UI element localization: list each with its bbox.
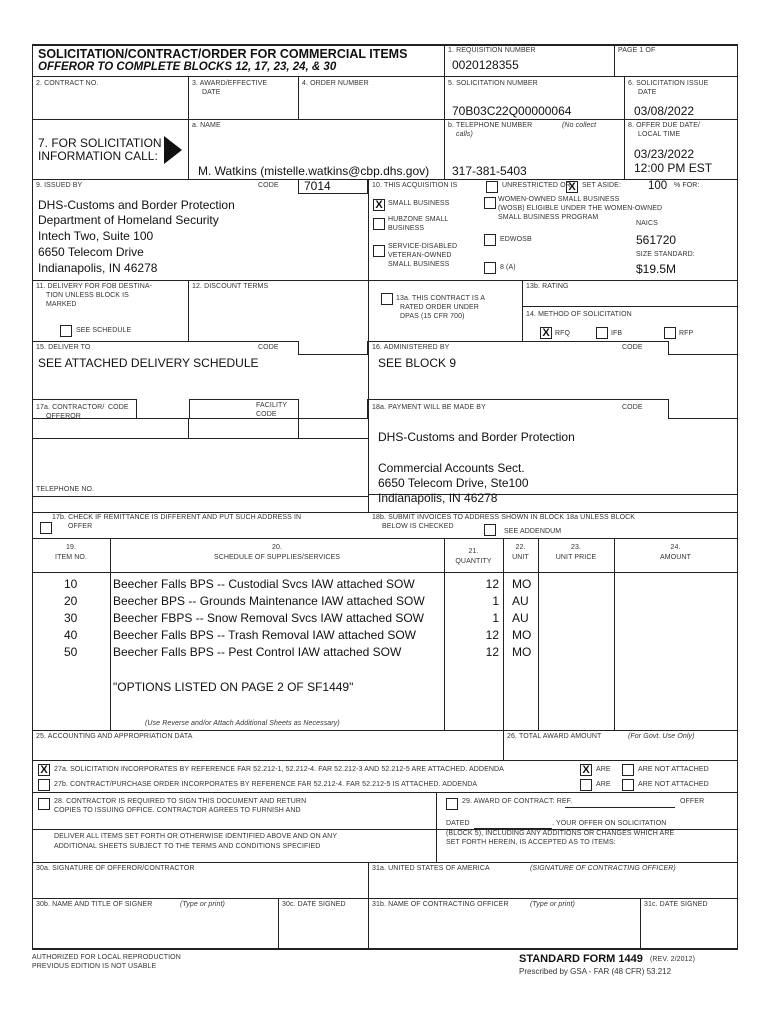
contractor-code-box[interactable] xyxy=(136,399,190,419)
issued-by-label: 9. ISSUED BY xyxy=(36,182,83,189)
rated-order-label: 13a. THIS CONTRACT IS A xyxy=(396,295,486,302)
naics-code[interactable]: 561720 xyxy=(636,233,677,247)
wosb-checkbox[interactable] xyxy=(484,197,496,209)
issue-date[interactable]: 03/08/2022 xyxy=(634,104,695,118)
payment-line: DHS-Customs and Border Protection xyxy=(378,430,575,444)
addenda-are-checkbox[interactable]: X xyxy=(580,764,592,776)
rfq-checkbox[interactable]: X xyxy=(540,327,552,339)
col-schedule: SCHEDULE OF SUPPLIES/SERVICES xyxy=(213,554,341,561)
reverse-note: (Use Reverse and/or Attach Additional Sheets as Necessary) xyxy=(145,720,340,727)
footer-prescribed: Prescribed by GSA - FAR (48 CFR) 53.212 xyxy=(519,967,672,976)
clause-27a-checkbox[interactable]: X xyxy=(38,764,50,776)
eight-a-checkbox[interactable] xyxy=(484,262,496,274)
administered-by-value: SEE BLOCK 9 xyxy=(378,356,457,370)
page-label: PAGE 1 OF xyxy=(618,47,656,54)
facility-code-label: CODE xyxy=(256,411,277,418)
issued-by-line: 6650 Telecom Drive xyxy=(38,245,144,259)
solicitation-number[interactable]: 70B03C22Q00000064 xyxy=(452,104,572,118)
co-name-label: 31b. NAME OF CONTRACTING OFFICER xyxy=(372,901,509,908)
remittance-checkbox[interactable] xyxy=(40,522,52,534)
size-standard-label: SIZE STANDARD: xyxy=(636,251,695,258)
deliver-to-value: SEE ATTACHED DELIVERY SCHEDULE xyxy=(38,356,259,370)
form-title: SOLICITATION/CONTRACT/ORDER FOR COMMERCIAL ITEMS xyxy=(38,47,408,61)
unrestricted-checkbox[interactable] xyxy=(486,181,498,193)
set-aside-percent[interactable]: 100 xyxy=(648,180,668,192)
footer-revision: (REV. 2/2012) xyxy=(650,956,696,963)
rfp-checkbox[interactable] xyxy=(664,327,676,339)
telephone-label: TELEPHONE NO. xyxy=(36,486,95,493)
clause-27a-text: 27a. SOLICITATION INCORPORATES BY REFERENCE FAR 52.212-1, 52.212-4. FAR 52.212-3 AND 52.212-5 ARE ATTACHED. ADDENDA xyxy=(54,766,504,773)
col-unit-price: UNIT PRICE xyxy=(555,554,597,561)
payment-label: 18a. PAYMENT WILL BE MADE BY xyxy=(372,404,486,411)
see-addendum-checkbox[interactable] xyxy=(484,524,496,536)
issued-by-code: 7014 xyxy=(304,179,331,193)
issued-by-line: Intech Two, Suite 100 xyxy=(38,229,154,243)
sdvosb-checkbox[interactable] xyxy=(373,245,385,257)
payment-code-box[interactable] xyxy=(668,399,738,419)
issue-date-label: 6. SOLICITATION ISSUE xyxy=(628,80,709,87)
clause-27b-checkbox[interactable] xyxy=(38,779,50,791)
arrow-right-icon xyxy=(164,136,182,164)
naics-label: NAICS xyxy=(636,220,658,227)
col-quantity: QUANTITY xyxy=(455,558,492,565)
options-note: "OPTIONS LISTED ON PAGE 2 OF SF1449" xyxy=(113,680,354,694)
requisition-label: 1. REQUISITION NUMBER xyxy=(448,47,536,54)
contractor-label: 17a. CONTRACTOR/ xyxy=(36,404,105,411)
issued-by-line: Indianapolis, IN 46278 xyxy=(38,261,158,275)
size-standard[interactable]: $19.5M xyxy=(636,262,677,276)
award-contract-checkbox[interactable] xyxy=(446,798,458,810)
addenda-are-not-checkbox[interactable] xyxy=(622,764,634,776)
set-aside-checkbox[interactable]: X xyxy=(566,181,578,193)
accounting-label: 25. ACCOUNTING AND APPROPRIATION DATA xyxy=(36,733,193,740)
deliver-to-code-box[interactable] xyxy=(298,341,368,355)
footer-authorized: AUTHORIZED FOR LOCAL REPRODUCTION xyxy=(32,954,181,961)
info-call-label: 7. FOR SOLICITATION xyxy=(38,136,162,150)
facility-code-box[interactable] xyxy=(298,399,368,419)
issued-by-line: Department of Homeland Security xyxy=(38,213,219,227)
award-date-label: 3. AWARD/EFFECTIVE xyxy=(192,80,268,87)
contract-no-label: 2. CONTRACT NO. xyxy=(36,80,99,87)
payment-line: Indianapolis, IN 46278 xyxy=(378,491,498,505)
hubzone-checkbox[interactable] xyxy=(373,218,385,230)
co-date-signed-label: 31c. DATE SIGNED xyxy=(644,901,708,908)
offeror-signature-label: 30a. SIGNATURE OF OFFEROR/CONTRACTOR xyxy=(36,865,195,872)
see-schedule-checkbox[interactable] xyxy=(60,325,72,337)
contractor-sign-checkbox[interactable] xyxy=(38,798,50,810)
submit-invoices-label: 18b. SUBMIT INVOICES TO ADDRESS SHOWN IN BLOCK 18a UNLESS BLOCK xyxy=(372,514,636,521)
method-label: 14. METHOD OF SOLICITATION xyxy=(526,311,632,318)
frame-bottom xyxy=(32,948,738,950)
edwosb-checkbox[interactable] xyxy=(484,234,496,246)
discount-terms-label: 12. DISCOUNT TERMS xyxy=(192,283,269,290)
col-unit: UNIT xyxy=(512,554,529,561)
offer-due-time[interactable]: 12:00 PM EST xyxy=(634,161,713,175)
delivery-label: 11. DELIVERY FOR FOB DESTINA- xyxy=(36,283,153,290)
signer-name-label: 30b. NAME AND TITLE OF SIGNER xyxy=(36,901,153,908)
issued-by-line: DHS-Customs and Border Protection xyxy=(38,198,235,212)
usa-signature-label: 31a. UNITED STATES OF AMERICA xyxy=(372,865,490,872)
contact-name[interactable]: M. Watkins (mistelle.watkins@cbp.dhs.gov) xyxy=(198,164,430,178)
payment-line: Commercial Accounts Sect. xyxy=(378,461,525,475)
offer-due-label: 8. OFFER DUE DATE/ xyxy=(628,122,701,129)
order-addenda-are-not-checkbox[interactable] xyxy=(622,779,634,791)
award-contract-text: 29. AWARD OF CONTRACT: REF. xyxy=(462,798,573,805)
footer-previous-edition: PREVIOUS EDITION IS NOT USABLE xyxy=(32,963,157,970)
offeror-date-signed-label: 30c. DATE SIGNED xyxy=(282,901,346,908)
small-business-checkbox[interactable]: X xyxy=(373,199,385,211)
clause-27b-text: 27b. CONTRACT/PURCHASE ORDER INCORPORATES BY REFERENCE FAR 52.212-4. FAR 52.212-5 IS ATTACHED. ADDENDA xyxy=(54,781,478,788)
rating-label: 13b. RATING xyxy=(526,283,569,290)
order-addenda-are-checkbox[interactable] xyxy=(580,779,592,791)
phone-number[interactable]: 317-381-5403 xyxy=(452,164,527,178)
administered-code-box[interactable] xyxy=(668,341,738,355)
order-number-label: 4. ORDER NUMBER xyxy=(302,80,369,87)
offer-due-date[interactable]: 03/23/2022 xyxy=(634,147,695,161)
administered-by-label: 16. ADMINISTERED BY xyxy=(372,344,450,351)
rated-order-checkbox[interactable] xyxy=(381,293,393,305)
acquisition-label: 10. THIS ACQUISITION IS xyxy=(372,182,458,189)
col-amount: AMOUNT xyxy=(660,554,691,561)
sf1449-form: SOLICITATION/CONTRACT/ORDER FOR COMMERCIAL ITEMS OFFEROR TO COMPLETE BLOCKS 12, 17, 23, 24, & 30 1. REQUISITION NUMBER 0020128355 PAGE 1 OF 2. CONTRACT NO. 3. AWARD/EFFECTIVE DATE 4. ORDER NUMBER 5. SOLICITATION NUMBER 70B03C22Q00000064 6. SOLICITATION ISSUE DATE 03/08/2022 7. FOR SOLICITATION INFORMATION CALL: a. NAME M. Watkins (mistelle.watkins@cbp.dhs.gov) b. TELEPHONE NUMBER (No collect calls) 317-381-5403 8. OFFER DUE DATE/ LOCAL TIME 03/23/2022 12:00 PM EST 9. ISSUED BY CODE 7014 DHS-Customs and Border Protection Department of Homeland Security Intech Two, Suite 100 6650 Telecom Drive Indianapolis, IN 46278 10. THIS ACQUISITION IS UNRESTRICTED OR X SET ASIDE: 100 % FOR: X SMALL BUSINESS HUBZONE SMALL BUSINESS SERVICE-DISABLED VETERAN-OWNED SMALL BUSINESS WOMEN-OWNED SMALL BUSINESS (WOSB) ELIGIBLE UNDER THE WOMEN-OWNED SMALL BUSINESS PROGRAM EDWOSB 8 (A) NAICS 561720 SIZE STANDARD: $19.5M 11. DELIVERY FOR FOB DESTINA- TION UNLESS BLOCK IS MARKED SEE SCHEDULE 12. DISCOUNT TERMS 13a. THIS CONTRACT IS A RATED ORDER UNDER DPAS (15 CFR 700) 13b. RATING 14. METHOD OF SOLICITATION X RFQ IFB RFP 15. DELIVER TO CODE SEE ATTACHED DELIVERY SCHEDULE 16. ADMINISTERED BY CODE SEE BLOCK 9 17a. CONTRACTOR/ OFFEROR CODE FACILITY CODE TELEPHONE NO. 18a. PAYMENT WILL BE MADE BY CODE DHS-Customs and Border Protection Commercial Accounts Sect. 6650 Telecom Drive, Ste100 Indianapolis, IN 46278 17b. CHECK IF REMITTANCE IS DIFFERENT AND PUT SUCH ADDRESS IN OFFER 18b. SUBMIT INVOICES TO ADDRESS SHOWN IN BLOCK 18a UNLESS BLOCK BELOW IS CHECKED SEE ADDENDUM 19. ITEM NO. 20. SCHEDULE OF SUPPLIES/SERVICES 21. QUANTITY 22. UNIT 23. UNIT PRICE 24. AMOUNT 10 Beecher Falls BPS -- Custodial Svcs IAW attached SOW 12 MO 20 Beecher BPS -- Grounds Maintenance IAW attached SOW 1 AU 30 Beecher FBPS -- Snow Removal Svcs IAW attached SOW 1 AU 40 Beecher Falls BPS -- Trash Removal IAW attached SOW 12 MO 50 Beecher Falls BPS -- Pest Control IAW attached SOW 12 MO "OPTIONS LISTED ON PAGE 2 OF SF1449" (Use Reverse and/or Attach Additional Sheets as Necessary) 25. ACCOUNTING AND APPROPRIATION DATA 26. TOTAL AWARD AMOUNT (For Govt. Use Only) X 27a. SOLICITATION INCORPORATES BY REFERENCE FAR 52.212-1, 52.212-4. FAR 52.212-3 AND 52.212-5 ARE ATTACHED. ADDENDA X ARE ARE NOT ATTACHED 27b. CONTRACT/PURCHASE ORDER INCORPORATES BY REFERENCE FAR 52.212-4. FAR 52.212-5 IS ATTACHED. ADDENDA ARE ARE NOT ATTACHED 28. CONTRACTOR IS REQUIRED TO SIGN THIS DOCUMENT AND RETURN COPIES TO ISSUING OFFICE. CONTRACTOR AGREES TO FURNISH AND DELIVER ALL ITEMS SET FORTH OR OTHERWISE IDENTIFIED ABOVE AND ON ANY ADDITIONAL SHEETS SUBJECT TO THE TERMS AND CONDITIONS SPECIFIED 29. AWARD OF CONTRACT: REF. OFFER DATED . YOUR OFFER ON SOLICITATION (BLOCK 5), INCLUDING ANY ADDITIONS OR CHANGES WHICH ARE SET FORTH HEREIN, IS ACCEPTED AS TO ITEMS: 30a. SIGNATURE OF OFFEROR/CONTRACTOR 31a. UNITED STATES OF AMERICA (SIGNATURE OF CONTRACTING OFFICER) 30b. NAME AND TITLE OF SIGNER (Type or print) 30c. DATE SIGNED 31b. NAME OF CONTRACTING OFFICER (Type or print) 31c. DATE SIGNED AUTHORIZED FOR LOCAL REPRODUCTION PREVIOUS EDITION IS NOT USABLE STANDARD FORM 1449 (REV. 2/2012) Prescribed by GSA - FAR (48 CFR) 53.212 xyxy=(0,0,770,1024)
deliver-to-label: 15. DELIVER TO xyxy=(36,344,91,351)
phone-label: b. TELEPHONE NUMBER xyxy=(448,122,533,129)
remittance-label: 17b. CHECK IF REMITTANCE IS DIFFERENT AND PUT SUCH ADDRESS IN xyxy=(52,514,302,521)
contact-name-label: a. NAME xyxy=(192,122,221,129)
total-award-label: 26. TOTAL AWARD AMOUNT xyxy=(507,733,602,740)
requisition-number[interactable]: 0020128355 xyxy=(452,58,519,72)
footer-form-name: STANDARD FORM 1449 xyxy=(519,953,643,965)
contractor-sign-text: 28. CONTRACTOR IS REQUIRED TO SIGN THIS DOCUMENT AND RETURN xyxy=(54,798,307,805)
payment-line: 6650 Telecom Drive, Ste100 xyxy=(378,476,529,490)
solicitation-number-label: 5. SOLICITATION NUMBER xyxy=(448,80,538,87)
col-item-no: ITEM NO. xyxy=(55,554,87,561)
form-subtitle: OFFEROR TO COMPLETE BLOCKS 12, 17, 23, 24, & 30 xyxy=(38,61,337,73)
frame-top xyxy=(32,44,738,46)
ifb-checkbox[interactable] xyxy=(596,327,608,339)
